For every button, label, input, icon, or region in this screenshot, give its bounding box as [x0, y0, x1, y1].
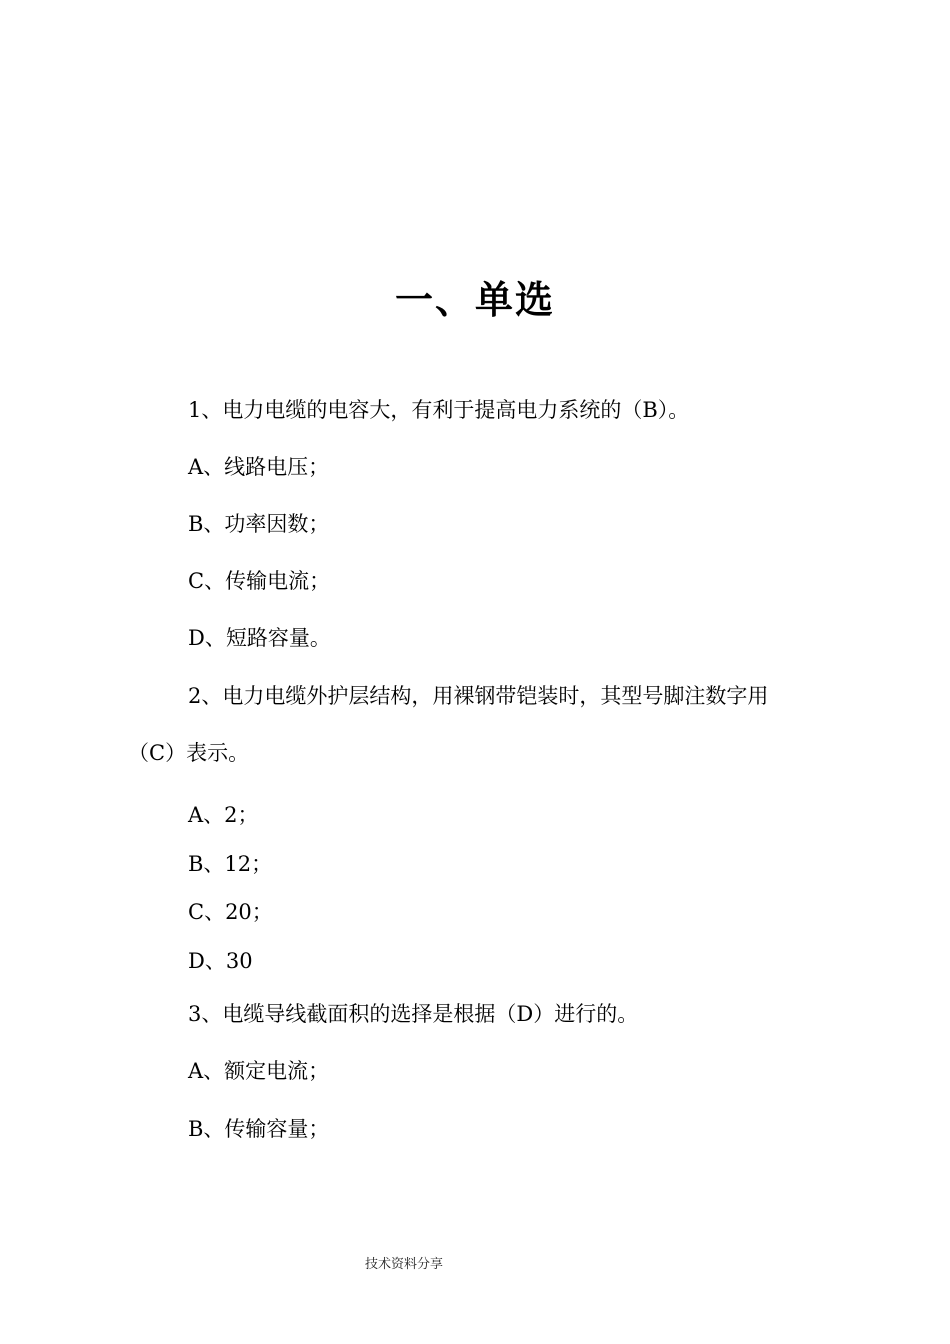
- question-2-stem-line-1: 2、电力电缆外护层结构，用裸钢带铠装时，其型号脚注数字用: [188, 684, 769, 708]
- question-2-stem-line-2: （C）表示。: [128, 741, 250, 765]
- question-2-option-b: B、12；: [188, 852, 273, 876]
- question-3-option-a: A、额定电流；: [188, 1059, 330, 1083]
- question-1-option-a: A、线路电压；: [188, 455, 330, 479]
- footer-note: 技术资料分享: [365, 1257, 444, 1272]
- section-title: 一、单选: [394, 278, 555, 322]
- question-1-option-c: C、传输电流；: [188, 569, 331, 593]
- question-2-option-d: D、30: [188, 949, 253, 973]
- question-3-option-b: B、传输容量；: [188, 1117, 330, 1141]
- question-2-option-c: C、20；: [188, 900, 273, 924]
- question-1-stem: 1、电力电缆的电容大，有利于提高电力系统的（B）。: [188, 398, 690, 422]
- question-3-stem: 3、电缆导线截面积的选择是根据（D）进行的。: [188, 1002, 639, 1026]
- question-1-option-b: B、功率因数；: [188, 512, 330, 536]
- question-2-option-a: A、2；: [188, 803, 259, 827]
- question-1-option-d: D、短路容量。: [188, 626, 331, 650]
